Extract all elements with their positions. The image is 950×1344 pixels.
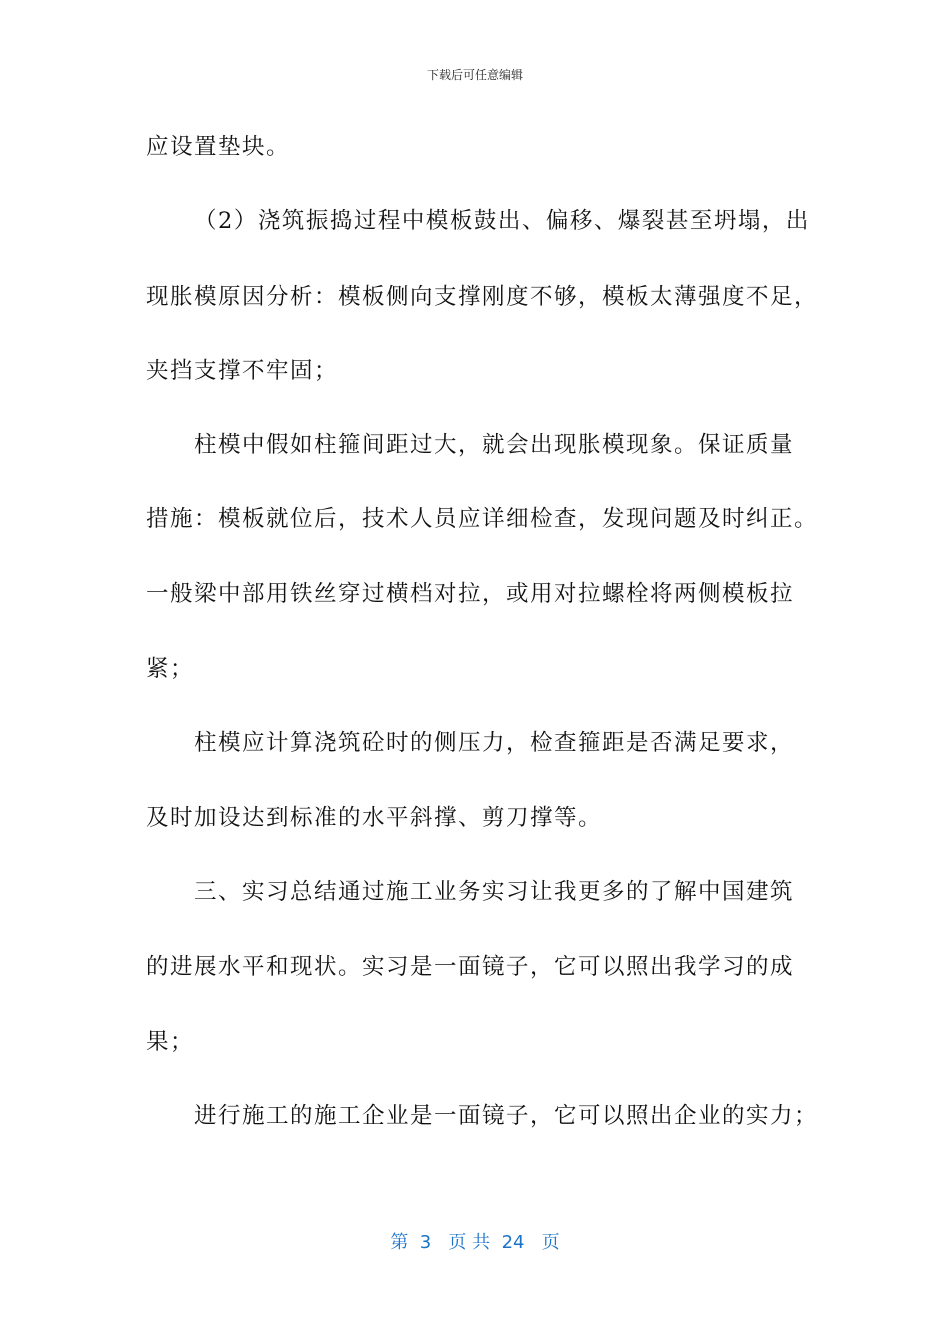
- body-line: 柱模应计算浇筑砼时的侧压力，检查箍距是否满足要求，: [194, 730, 795, 756]
- body-line: 果；: [146, 1029, 195, 1055]
- body-line: 柱模中假如柱箍间距过大，就会出现胀模现象。保证质量: [194, 432, 795, 458]
- body-line: 现胀模原因分析：模板侧向支撑刚度不够，模板太薄强度不足，: [146, 284, 819, 310]
- body-line: 紧；: [146, 656, 195, 682]
- body-line: 进行施工的施工企业是一面镜子，它可以照出企业的实力；: [194, 1103, 819, 1129]
- page-header: 下载后可任意编辑: [426, 68, 523, 82]
- body-line: 的进展水平和现状。实习是一面镜子，它可以照出我学习的成: [146, 954, 795, 980]
- body-line: 夹挡支撑不牢固；: [146, 358, 339, 384]
- body-line: 一般梁中部用铁丝穿过横档对拉，或用对拉螺栓将两侧模板拉: [146, 581, 795, 607]
- body-line: 应设置垫块。: [146, 134, 291, 160]
- page-number-footer: 第 3 页 共 24 页: [390, 1232, 560, 1253]
- body-line: （2）浇筑振捣过程中模板鼓出、偏移、爆裂甚至坍塌，出: [194, 208, 810, 234]
- body-line: 措施：模板就位后，技术人员应详细检查，发现问题及时纠正。: [146, 506, 819, 532]
- body-line: 三、实习总结通过施工业务实习让我更多的了解中国建筑: [194, 879, 795, 905]
- body-line: 及时加设达到标准的水平斜撑、剪刀撑等。: [146, 805, 603, 831]
